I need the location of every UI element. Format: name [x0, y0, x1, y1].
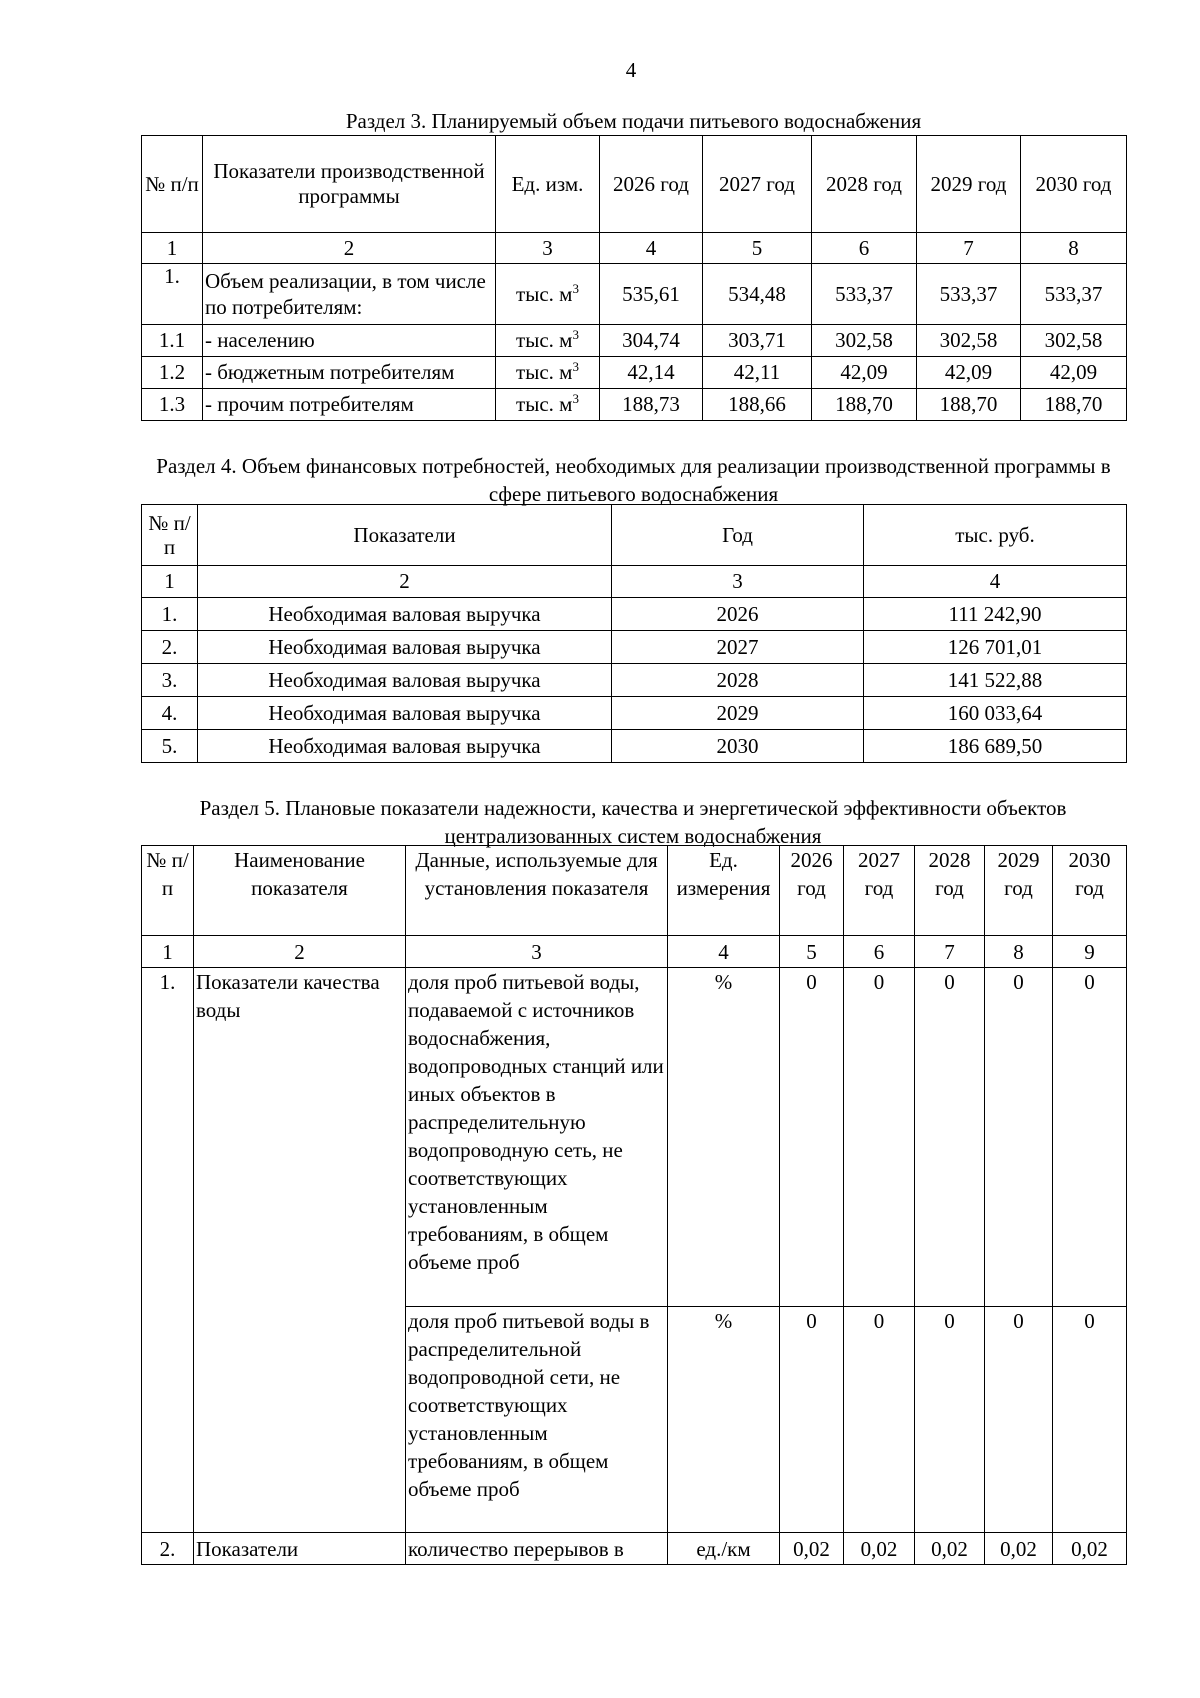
col-number: 6: [844, 936, 915, 968]
table-row: [142, 598, 1127, 631]
col-number: 8: [1021, 233, 1127, 264]
row-value: 188,73: [600, 389, 703, 421]
row-number: 5.: [142, 730, 198, 763]
col-number: 4: [600, 233, 703, 264]
row-value: 160 033,64: [864, 697, 1127, 730]
column-number-row: [142, 566, 1127, 598]
row-unit: ед./км: [668, 1533, 780, 1565]
row-year: 2026: [612, 598, 864, 631]
row-value: 188,70: [917, 389, 1021, 421]
row-name: Показатели: [194, 1533, 406, 1565]
header-cell: Показатели производственной программы: [203, 136, 496, 233]
header-cell: № п/п: [142, 505, 198, 566]
table-row: [142, 1533, 1127, 1565]
row-number: 1.1: [142, 325, 203, 357]
col-number: 7: [915, 936, 985, 968]
row-value: 0: [780, 1307, 844, 1533]
header-cell: 2026 год: [780, 846, 844, 936]
header-cell: № п/п: [142, 846, 194, 936]
table-row: [142, 697, 1127, 730]
row-value: 302,58: [1021, 325, 1127, 357]
col-number: 1: [142, 233, 203, 264]
row-value: 111 242,90: [864, 598, 1127, 631]
col-number: 3: [406, 936, 668, 968]
row-unit: тыс. $м^3$: [496, 357, 600, 389]
col-number: 1: [142, 566, 198, 598]
row-value: 0: [915, 968, 985, 1307]
row-name: Необходимая валовая выручка: [198, 730, 612, 763]
header-cell: Наименование показателя: [194, 846, 406, 936]
row-number: 4.: [142, 697, 198, 730]
row-value: 302,58: [812, 325, 917, 357]
col-number: 2: [194, 936, 406, 968]
col-number: 3: [496, 233, 600, 264]
header-cell: 2029 год: [917, 136, 1021, 233]
row-name: Показатели качества воды: [194, 968, 406, 1533]
row-number: 2.: [142, 631, 198, 664]
header-cell: Год: [612, 505, 864, 566]
section5-table: [141, 845, 1127, 1565]
header-cell: 2026 год: [600, 136, 703, 233]
table-header-row: [142, 846, 1127, 936]
row-number: 1.2: [142, 357, 203, 389]
row-value: 0: [1053, 968, 1127, 1307]
header-cell: 2030 год: [1021, 136, 1127, 233]
row-number: 1.: [142, 968, 194, 1533]
row-number: 1.: [142, 264, 203, 325]
row-value: 303,71: [703, 325, 812, 357]
row-value: 304,74: [600, 325, 703, 357]
row-value: 42,09: [1021, 357, 1127, 389]
row-year: 2028: [612, 664, 864, 697]
header-cell: 2029 год: [985, 846, 1053, 936]
row-value: 0,02: [844, 1533, 915, 1565]
row-number: 1.3: [142, 389, 203, 421]
row-unit: тыс. $м^3$: [496, 264, 600, 325]
table-row: [142, 631, 1127, 664]
header-cell: Ед. изм.: [496, 136, 600, 233]
col-number: 3: [612, 566, 864, 598]
row-year: 2029: [612, 697, 864, 730]
table-row: [142, 264, 1127, 325]
row-unit: тыс. $м^3$: [496, 325, 600, 357]
row-value: 0,02: [1053, 1533, 1127, 1565]
row-value: 188,66: [703, 389, 812, 421]
row-value: 42,09: [917, 357, 1021, 389]
row-value: 0,02: [780, 1533, 844, 1565]
row-data-description: количество перерывов в: [406, 1533, 668, 1565]
row-unit: %: [668, 1307, 780, 1533]
header-cell: 2027 год: [844, 846, 915, 936]
row-value: 533,37: [812, 264, 917, 325]
row-value: 186 689,50: [864, 730, 1127, 763]
table-row: [142, 389, 1127, 421]
row-value: 126 701,01: [864, 631, 1127, 664]
row-value: 302,58: [917, 325, 1021, 357]
row-year: 2027: [612, 631, 864, 664]
header-cell: 2027 год: [703, 136, 812, 233]
row-value: 42,14: [600, 357, 703, 389]
header-cell: № п/п: [142, 136, 203, 233]
row-value: 0: [844, 968, 915, 1307]
row-name: Объем реализации, в том числе по потребителям:: [203, 264, 496, 325]
table-row: [142, 325, 1127, 357]
header-cell: 2028 год: [812, 136, 917, 233]
section5-title: Раздел 5. Плановые показатели надежности, качества и энергетической эффективности объектов централизованных систем водоснабжения: [199, 796, 1067, 848]
header-cell: Данные, используемые для установления показателя: [406, 846, 668, 936]
col-number: 1: [142, 936, 194, 968]
table-header-row: [142, 505, 1127, 566]
column-number-row: [142, 936, 1127, 968]
col-number: 4: [864, 566, 1127, 598]
header-cell: 2030 год: [1053, 846, 1127, 936]
row-value: 0: [844, 1307, 915, 1533]
table-row: [142, 357, 1127, 389]
row-value: 0: [915, 1307, 985, 1533]
col-number: 9: [1053, 936, 1127, 968]
header-cell: Показатели: [198, 505, 612, 566]
row-value: 535,61: [600, 264, 703, 325]
section3-table: [141, 135, 1127, 421]
row-value: 0: [985, 1307, 1053, 1533]
row-value: 533,37: [1021, 264, 1127, 325]
row-name: - населению: [203, 325, 496, 357]
row-value: 534,48: [703, 264, 812, 325]
col-number: 5: [703, 233, 812, 264]
row-number: 2.: [142, 1533, 194, 1565]
col-number: 2: [198, 566, 612, 598]
row-name: Необходимая валовая выручка: [198, 664, 612, 697]
table-row: [142, 664, 1127, 697]
row-value: 0: [985, 968, 1053, 1307]
table-header-row: [142, 136, 1127, 233]
header-cell: Ед. измерения: [668, 846, 780, 936]
row-unit: тыс. $м^3$: [496, 389, 600, 421]
row-value: 42,11: [703, 357, 812, 389]
row-value: 141 522,88: [864, 664, 1127, 697]
row-data-description: доля проб питьевой воды в распределительной водопроводной сети, не соответствующих установленным требованиям, в общем объеме проб: [406, 1307, 668, 1533]
row-value: 533,37: [917, 264, 1021, 325]
row-value: 0,02: [915, 1533, 985, 1565]
col-number: 7: [917, 233, 1021, 264]
row-number: 1.: [142, 598, 198, 631]
row-value: 188,70: [812, 389, 917, 421]
page-number: 4: [625, 58, 637, 82]
col-number: 4: [668, 936, 780, 968]
section3-title: Раздел 3. Планируемый объем подачи питьевого водоснабжения: [345, 109, 922, 133]
row-name: Необходимая валовая выручка: [198, 598, 612, 631]
section4-title: Раздел 4. Объем финансовых потребностей, необходимых для реализации производственной программы в сфере питьевого водоснабжения: [156, 454, 1111, 506]
row-name: - прочим потребителям: [203, 389, 496, 421]
row-name: - бюджетным потребителям: [203, 357, 496, 389]
header-cell: тыс. руб.: [864, 505, 1127, 566]
row-number: 3.: [142, 664, 198, 697]
row-value: 188,70: [1021, 389, 1127, 421]
header-cell: 2028 год: [915, 846, 985, 936]
table-row: [142, 730, 1127, 763]
row-value: 0: [780, 968, 844, 1307]
row-data-description: доля проб питьевой воды, подаваемой с источников водоснабжения, водопроводных станций или иных объектов в распределительную водопроводную сеть, не соответствующих установленным требованиям, в общем объеме проб: [406, 968, 668, 1307]
row-name: Необходимая валовая выручка: [198, 697, 612, 730]
table-row: [142, 968, 1127, 1307]
row-year: 2030: [612, 730, 864, 763]
col-number: 6: [812, 233, 917, 264]
row-value: 0: [1053, 1307, 1127, 1533]
column-number-row: [142, 233, 1127, 264]
col-number: 2: [203, 233, 496, 264]
row-name: Необходимая валовая выручка: [198, 631, 612, 664]
col-number: 5: [780, 936, 844, 968]
row-value: 0,02: [985, 1533, 1053, 1565]
section4-table: [141, 504, 1127, 763]
row-unit: %: [668, 968, 780, 1307]
row-value: 42,09: [812, 357, 917, 389]
col-number: 8: [985, 936, 1053, 968]
